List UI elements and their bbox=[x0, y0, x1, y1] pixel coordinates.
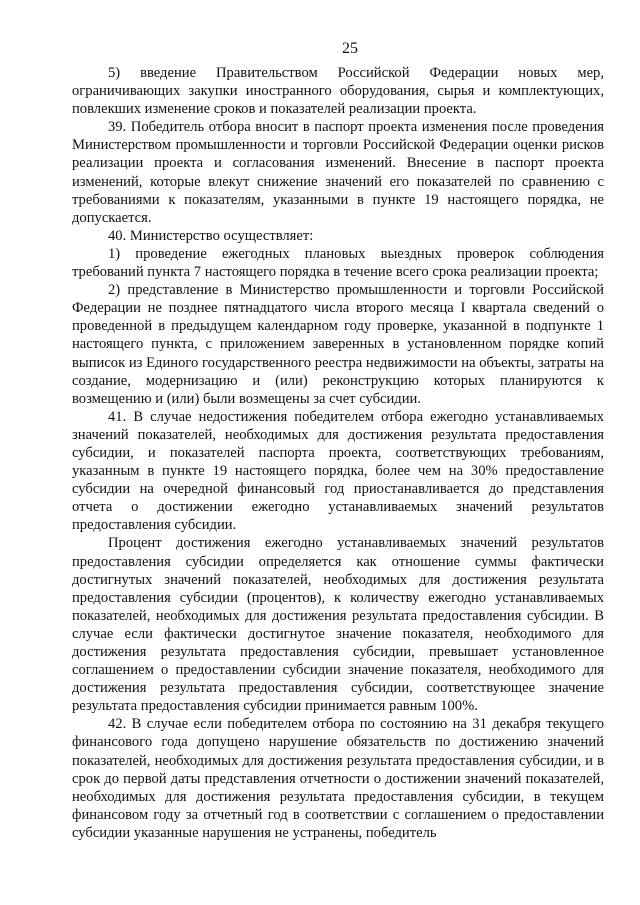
paragraph-40: 40. Министерство осуществляет: bbox=[108, 227, 314, 244]
paragraph-41-percent-calculation: Процент достижения ежегодно устанавливаемых значений результатов предоставления субсидии определяется как отношение суммы фактически достигнутых значений показателей, необходимых для достижения результата предоставления субсидии (процентов), к количеству ежегодно устанавливаемых показателей, необходимых для достижения результата предоставления субсидии. В случае если фактически достигнутое значение показателя, необходимого для достижения результата предоставления субсидии, превышает установленное соглашением о предоставлении субсидии значение показателя, необходимого для достижения результата предоставления субсидии, соответствующее значение результата предоставления субсидии принимается равным 100%. bbox=[72, 535, 604, 715]
paragraph-40-item-2: 2) представление в Министерство промышленности и торговли Российской Федерации не позднее пятнадцатого числа второго месяца I квартала сведений о проведенной в предыдущем календарном году проверке, указанной в подпункте 1 настоящего пункта, с приложением заверенных в установленном порядке копий выписок из Единого государственного реестра недвижимости на объекты, затраты на создание, модернизацию и (или) реконструкцию которых планируются к возмещению и (или) были возмещены за счет субсидии. bbox=[72, 282, 604, 407]
document-body bbox=[72, 64, 604, 842]
paragraph-39: 39. Победитель отбора вносит в паспорт проекта изменения после проведения Министерством промышленности и торговли Российской Федерации оценки рисков реализации проекта и согласования изменений. Внесение в паспорт проекта изменений, которые влекут снижение значений его показателей по сравнению с требованиями к показателям, указанными в пункте 19 настоящего порядка, не допускается. bbox=[72, 119, 604, 226]
page-number: 25 bbox=[342, 40, 358, 57]
paragraph-42: 42. В случае если победителем отбора по состоянию на 31 декабря текущего финансового года допущено нарушение обязательств по достижению значений показателей, необходимых для достижения результата предоставления субсидии, и в срок до первой даты представления отчетности о достижении значений показателей, необходимых для достижения результата предоставления субсидии, в текущем финансовом году за отчетный год в соответствии с соглашением о предоставлении субсидии указанные нарушения не устранены, победитель bbox=[72, 716, 604, 841]
paragraph-41: 41. В случае недостижения победителем отбора ежегодно устанавливаемых значений показателей, необходимых для достижения результата предоставления субсидии, и показателей паспорта проекта, соответствующих требованиям, указанным в пункте 19 настоящего порядка, более чем на 30% предоставление субсидии на очередной финансовый год приостанавливается до представления отчета о достижении ежегодно устанавливаемых значений результатов предоставления субсидии. bbox=[72, 408, 604, 534]
paragraph-item-5: 5) введение Правительством Российской Федерации новых мер, ограничивающих закупки иностранного оборудования, сырья и комплектующих, повлекших изменение сроков и показателей реализации проекта. bbox=[72, 65, 604, 118]
paragraph-40-item-1: 1) проведение ежегодных плановых выездных проверок соблюдения требований пункта 7 настоящего порядка в течение всего срока реализации проекта; bbox=[72, 245, 604, 281]
